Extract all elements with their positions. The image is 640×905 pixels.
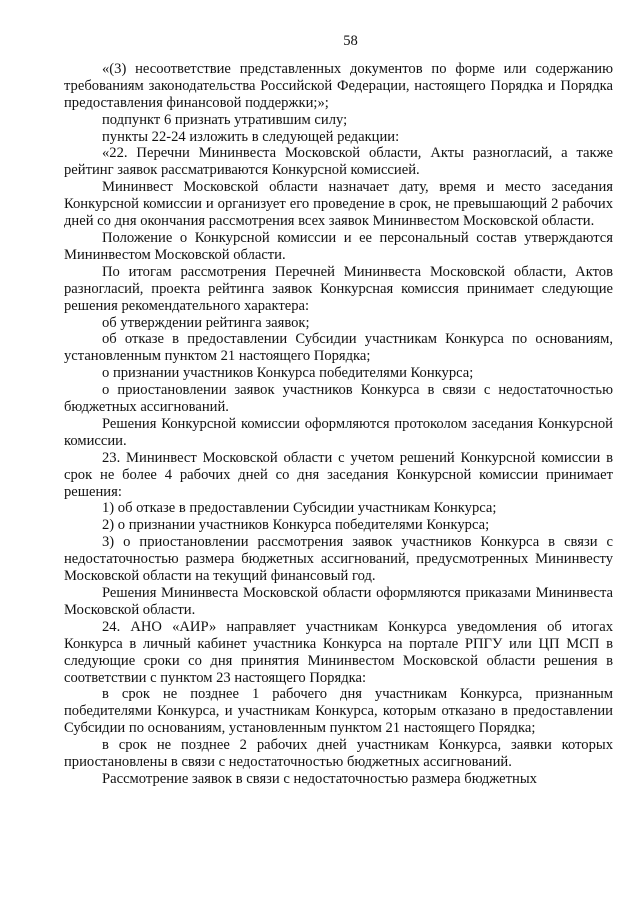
paragraph-subpoint-6: подпункт 6 признать утратившим силу; [102,111,348,128]
paragraph-decision-suspension: о приостановлении заявок участников Конкурса в связи с недостаточностью бюджетных ассигнований. [64,382,613,416]
paragraph-decision-winners: о признании участников Конкурса победителями Конкурса; [102,365,474,382]
paragraph-23: 23. Мининвест Московской области с учетом решений Конкурсной комиссии в срок не более 4 рабочих дней со дня заседания Конкурсной комиссии принимает решения: [64,449,613,500]
paragraph-23-item-3: 3) о приостановлении рассмотрения заявок участников Конкурса в связи с недостаточностью размера бюджетных ассигнований, предусмотренных Мининвесту Московской области на текущий финансовый год. [64,534,613,585]
paragraph-24: 24. АНО «АИР» направляет участникам Конкурса уведомления об итогах Конкурса в личный кабинет участника Конкурса на портале РПГУ или ЦП МСП в следующие сроки со дня принятия Мининвестом Московской области решения в соответствии с пунктом 23 настоящего Порядка: [64,618,613,686]
paragraph-ministry-orders: Решения Мининвеста Московской области оформляются приказами Мининвеста Московской области. [64,585,613,618]
paragraph-decision-refusal: об отказе в предоставлении Субсидии участникам Конкурса по основаниям, установленным пунктом 21 настоящего Порядка; [64,331,613,365]
paragraph-points-22-24: пункты 22-24 изложить в следующей редакции: [102,128,400,145]
paragraph-decision-rating: об утверждении рейтинга заявок; [102,314,310,331]
paragraph-24-deadline-1: в срок не позднее 1 рабочего дня участникам Конкурса, признанным победителями Конкурса, и участникам Конкурса, которым отказано в предоставлении Субсидии по основаниям, установленным пунктом 21 настоящего Порядка; [64,686,613,737]
page-number: 58 [343,33,358,49]
paragraph-continuation: Рассмотрение заявок в связи с недостаточностью размера бюджетных [102,770,537,787]
paragraph-reason-3: «(3) несоответствие представленных документов по форме или содержанию требованиям законодательства Российской Федерации, настоящего Порядка и Порядка предоставления финансовой поддержки;»; [64,60,613,111]
paragraph-24-deadline-2: в срок не позднее 2 рабочих дней участникам Конкурса, заявки которых приостановлены в связи с недостаточностью бюджетных ассигнований. [64,737,613,771]
paragraph-commission-protocol: Решения Конкурсной комиссии оформляются протоколом заседания Конкурсной комиссии. [64,415,613,449]
paragraph-23-item-2: 2) о признании участников Конкурса победителями Конкурса; [102,517,490,534]
paragraph-commission-regulation: Положение о Конкурсной комиссии и ее персональный состав утверждаются Мининвестом Московской области. [64,229,613,263]
paragraph-commission-decisions: По итогам рассмотрения Перечней Мининвеста Московской области, Актов разногласий, проекта рейтинга заявок Конкурсная комиссия принимает следующие решения рекомендательного характера: [64,263,613,314]
paragraph-22: «22. Перечни Мининвеста Московской области, Акты разногласий, а также рейтинг заявок рассматриваются Конкурсной комиссией. [64,145,613,179]
paragraph-meeting-date: Мининвест Московской области назначает дату, время и место заседания Конкурсной комиссии и организует его проведение в срок, не превышающий 2 рабочих дней со дня окончания рассмотрения всех заявок Мининвестом Московской области. [64,179,613,230]
document-body [64,61,613,788]
paragraph-23-item-1: 1) об отказе в предоставлении Субсидии участникам Конкурса; [102,500,497,517]
